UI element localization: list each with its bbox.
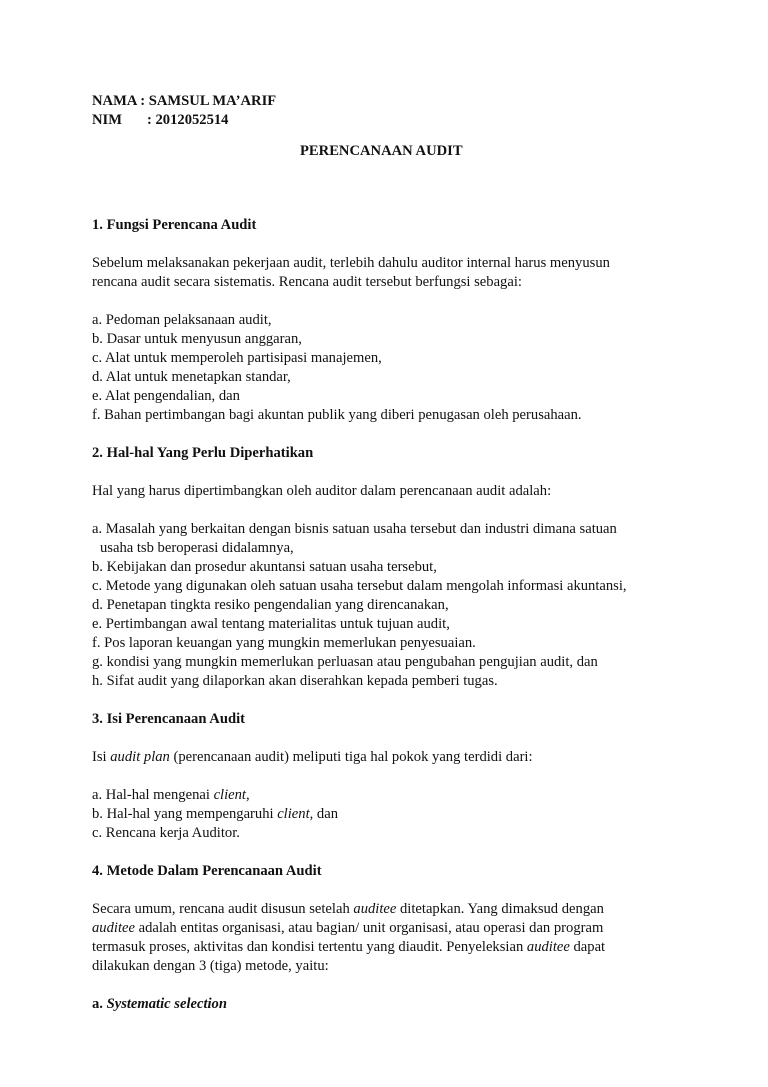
list-item: h. Sifat audit yang dilaporkan akan diserahkan kepada pemberi tugas.	[92, 673, 498, 689]
list-item: d. Alat untuk menetapkan standar,	[92, 369, 291, 385]
section-4-paragraph-line-1: Secara umum, rencana audit disusun setelah auditee ditetapkan. Yang dimaksud dengan	[92, 901, 604, 917]
list-item: e. Pertimbangan awal tentang materialitas untuk tujuan audit,	[92, 616, 450, 632]
section-4-paragraph-line-2: auditee adalah entitas organisasi, atau bagian/ unit organisasi, atau operasi dan program	[92, 920, 604, 936]
section-4-heading: 4. Metode Dalam Perencanaan Audit	[92, 863, 322, 879]
list-item: a. Pedoman pelaksanaan audit,	[92, 312, 272, 328]
section-1-paragraph-line-1: Sebelum melaksanakan pekerjaan audit, terlebih dahulu auditor internal harus menyusun	[92, 255, 610, 271]
list-item: f. Bahan pertimbangan bagi akuntan publik yang diberi penugasan oleh perusahaan.	[92, 407, 582, 423]
list-item: c. Rencana kerja Auditor.	[92, 825, 240, 841]
subsection-heading: a. Systematic selection	[92, 996, 227, 1012]
document-page	[92, 92, 692, 1014]
student-nim	[92, 111, 692, 130]
list-item: a. Masalah yang berkaitan dengan bisnis satuan usaha tersebut dan industri dimana satuan	[92, 521, 617, 537]
section-2-heading: 2. Hal-hal Yang Perlu Diperhatikan	[92, 445, 314, 461]
section-2-intro: Hal yang harus dipertimbangkan oleh auditor dalam perencanaan audit adalah:	[92, 483, 552, 499]
list-item: a. Hal-hal mengenai client,	[92, 787, 250, 803]
list-item: b. Hal-hal yang mempengaruhi client, dan	[92, 806, 338, 822]
list-item: b. Dasar untuk menyusun anggaran,	[92, 331, 302, 347]
section-4-paragraph-line-4: dilakukan dengan 3 (tiga) metode, yaitu:	[92, 958, 329, 974]
list-item: e. Alat pengendalian, dan	[92, 388, 240, 404]
list-item: c. Alat untuk memperoleh partisipasi manajemen,	[92, 350, 382, 366]
list-item: f. Pos laporan keuangan yang mungkin memerlukan penyesuaian.	[92, 635, 476, 651]
list-item-continuation: usaha tsb beroperasi didalamnya,	[100, 540, 294, 556]
section-3-heading: 3. Isi Perencanaan Audit	[92, 711, 245, 727]
list-item: g. kondisi yang mungkin memerlukan perluasan atau pengubahan pengujian audit, dan	[92, 654, 598, 670]
student-name: NAMA : SAMSUL MA’ARIF	[92, 93, 277, 109]
list-item: b. Kebijakan dan prosedur akuntansi satuan usaha tersebut,	[92, 559, 437, 575]
section-3-intro: Isi audit plan (perencanaan audit) meliputi tiga hal pokok yang terdidi dari:	[92, 749, 533, 765]
list-item: c. Metode yang digunakan oleh satuan usaha tersebut dalam mengolah informasi akuntansi,	[92, 578, 627, 594]
section-1-paragraph-line-2: rencana audit secara sistematis. Rencana audit tersebut berfungsi sebagai:	[92, 274, 522, 290]
nim-label: NIM	[92, 112, 122, 128]
section-1-heading: 1. Fungsi Perencana Audit	[92, 217, 257, 233]
nim-value: : 2012052514	[147, 112, 229, 128]
section-4-paragraph-line-3: termasuk proses, aktivitas dan kondisi tertentu yang diaudit. Penyeleksian auditee dapat	[92, 939, 606, 955]
page-title: PERENCANAAN AUDIT	[300, 143, 463, 159]
list-item: d. Penetapan tingkta resiko pengendalian yang direncanakan,	[92, 597, 449, 613]
